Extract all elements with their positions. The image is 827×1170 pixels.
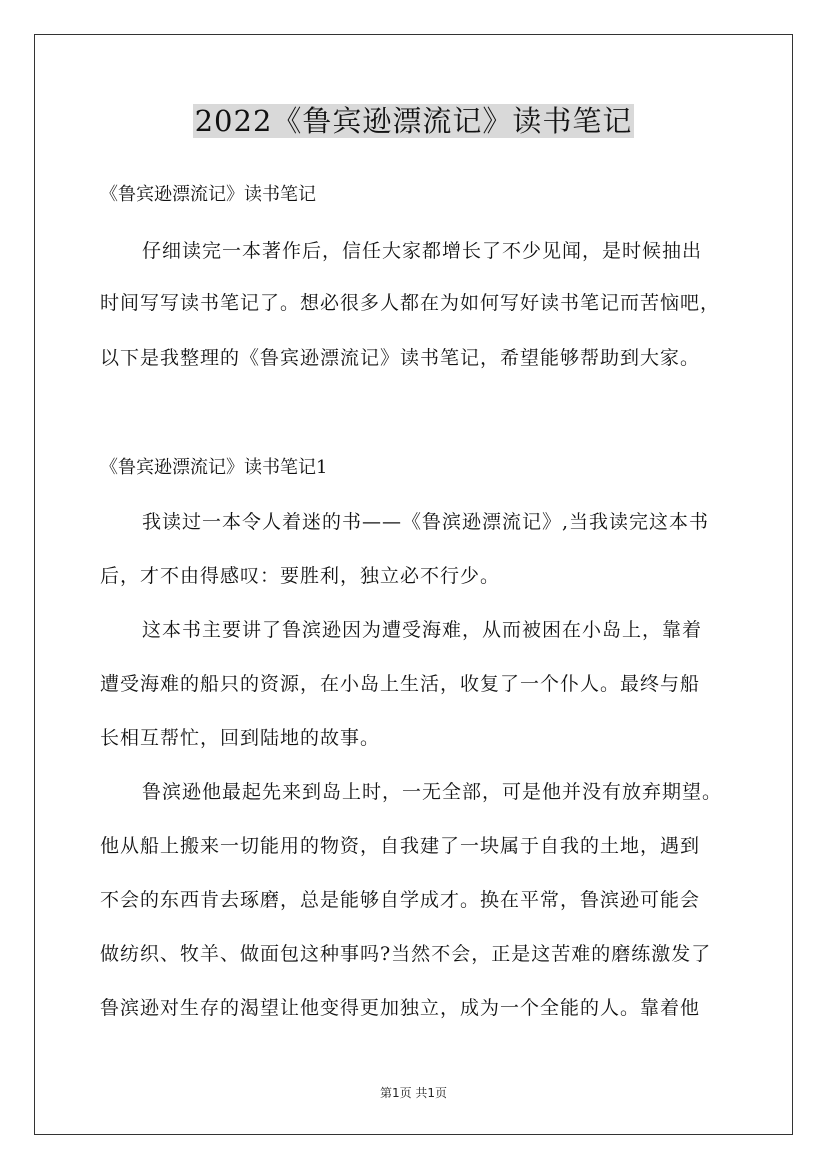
document-title	[0, 100, 827, 142]
intro-line-3: 以下是我整理的《鲁宾逊漂流记》读书笔记，希望能够帮助到大家。	[100, 347, 701, 369]
para1-line-2: 后，才不由得感叹：要胜利，独立必不行少。	[100, 565, 501, 587]
page-footer: 第1页 共1页	[379, 1086, 448, 1100]
para2-line-3: 长相互帮忙，回到陆地的故事。	[100, 727, 381, 749]
para3-line-2: 他从船上搬来一切能用的物资，自我建了一块属于自我的土地，遇到	[100, 835, 701, 857]
para3-line-3: 不会的东西肯去琢磨，总是能够自学成才。换在平常，鲁滨逊可能会	[100, 889, 701, 911]
para3-line-1: 鲁滨逊他最起先来到岛上时，一无全部，可是他并没有放弃期望。	[142, 781, 723, 803]
para2-line-2: 遭受海难的船只的资源，在小岛上生活，收复了一个仆人。最终与船	[100, 673, 701, 695]
para3-line-4: 做纺织、牧羊、做面包这种事吗?当然不会，正是这苦难的磨练激发了	[100, 943, 712, 965]
section-heading: 《鲁宾逊漂流记》读书笔记1	[100, 457, 328, 478]
para2-line-1: 这本书主要讲了鲁滨逊因为遭受海难，从而被困在小岛上，靠着	[142, 619, 703, 641]
intro-line-1: 仔细读完一本著作后，信任大家都增长了不少见闻，是时候抽出	[142, 240, 703, 262]
document-subtitle: 《鲁宾逊漂流记》读书笔记	[100, 184, 316, 205]
para1-line-1: 我读过一本令人着迷的书——《鲁滨逊漂流记》,当我读完这本书	[142, 511, 710, 533]
document-title-text: 2022《鲁宾逊漂流记》读书笔记	[194, 104, 633, 138]
para3-line-5: 鲁滨逊对生存的渴望让他变得更加独立，成为一个全能的人。靠着他	[100, 997, 701, 1019]
intro-line-2: 时间写写读书笔记了。想必很多人都在为如何写好读书笔记而苦恼吧，	[100, 292, 721, 314]
